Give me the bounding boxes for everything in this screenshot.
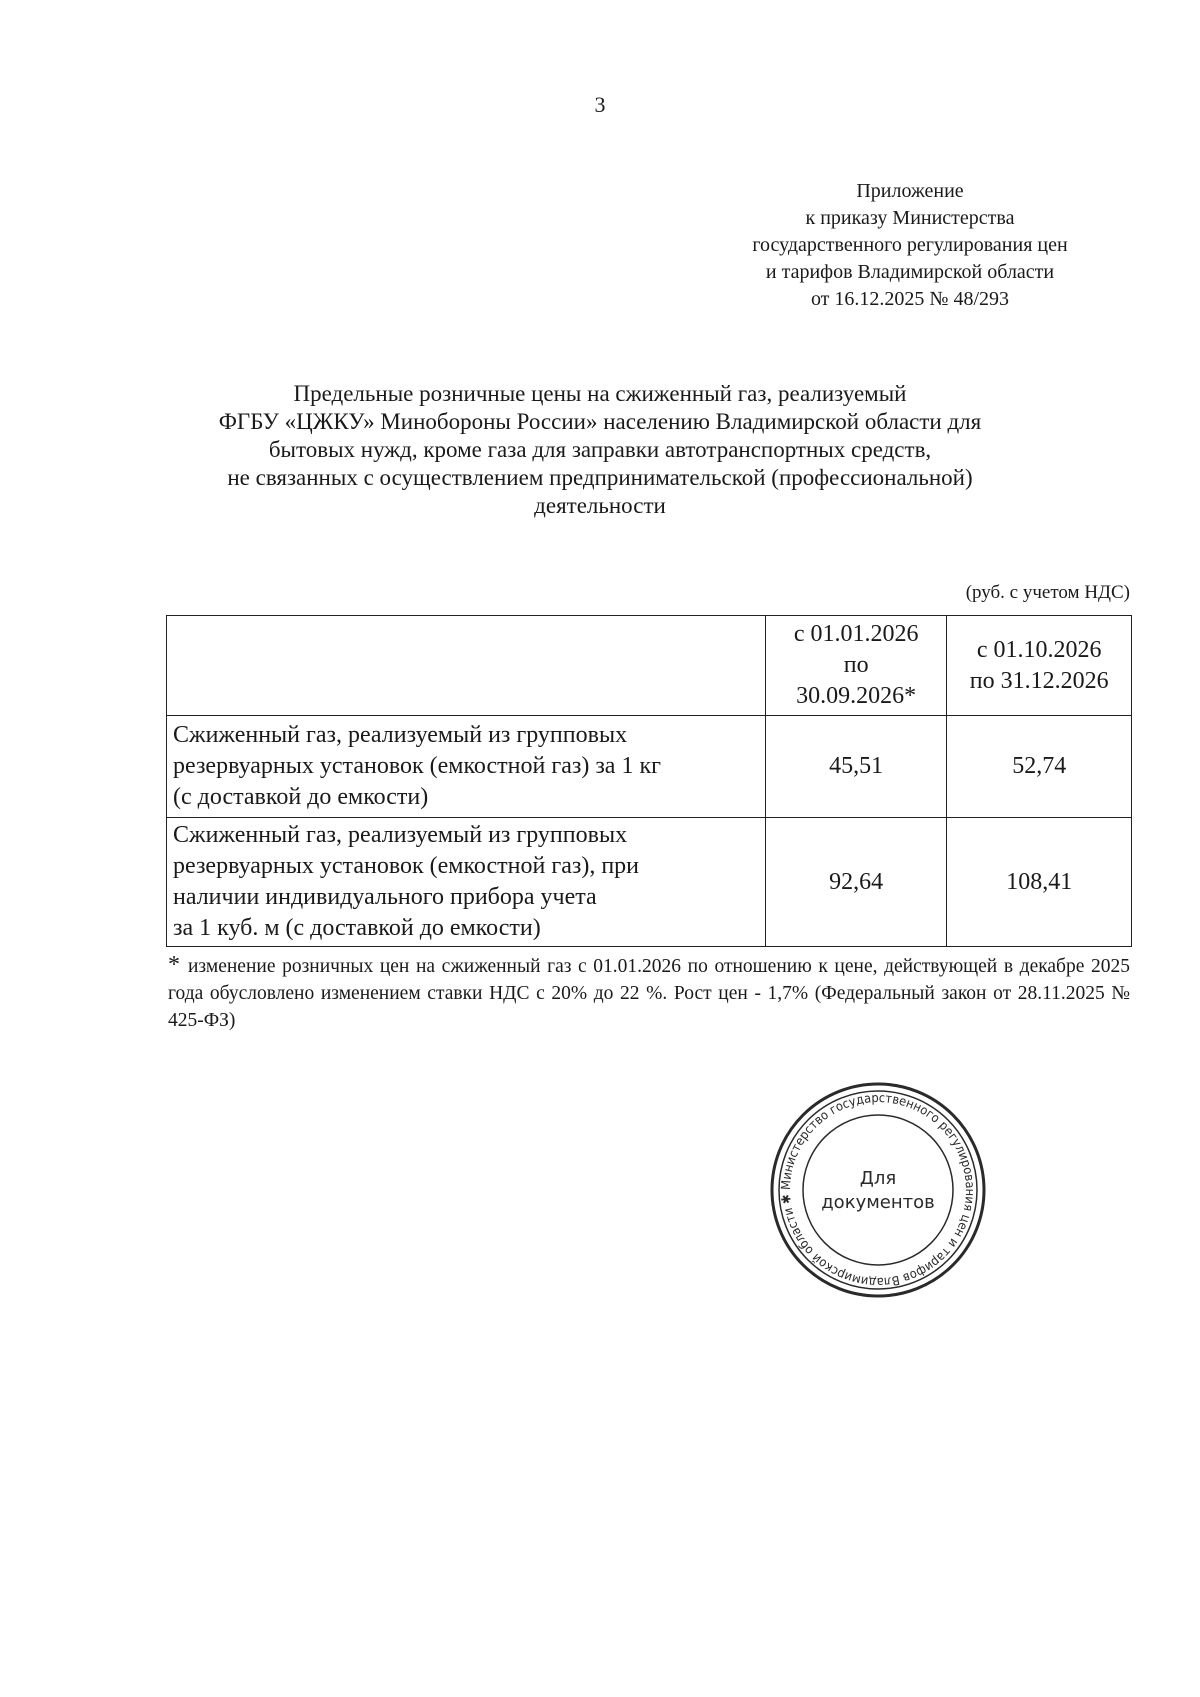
title-line: ФГБУ «ЦЖКУ» Минобороны России» населению Владимирской области для <box>218 409 982 434</box>
page-number: 3 <box>594 92 606 117</box>
title-line: не связанных с осуществлением предпринимательской (профессиональной) <box>227 465 973 490</box>
stamp-outer-ring <box>772 1084 984 1296</box>
product-name-line: наличии индивидуального прибора учета <box>173 884 597 910</box>
header-period-2 <box>947 616 1132 716</box>
table-row <box>167 716 1132 818</box>
footnote-marker: * <box>168 952 180 978</box>
appendix-line: и тарифов Владимирской области <box>765 261 1055 283</box>
appendix-order-date: от 16.12.2025 № 48/293 <box>810 288 1010 310</box>
table-header-row <box>167 616 1132 716</box>
header-name-cell <box>167 616 766 716</box>
appendix-line: к приказу Министерства <box>805 207 1015 229</box>
header-period-1 <box>765 616 946 716</box>
product-name-line: Сжиженный газ, реализуемый из групповых <box>173 822 628 848</box>
price-period-2: 108,41 <box>947 818 1132 947</box>
table-row <box>167 818 1132 947</box>
stamp-center-ring <box>803 1115 953 1265</box>
header-period-1-line: по <box>843 652 869 678</box>
title-line: бытовых нужд, кроме газа для заправки автотранспортных средств, <box>268 437 932 462</box>
units-note: (руб. с учетом НДС) <box>965 582 1130 603</box>
price-table <box>166 615 1132 947</box>
document-title <box>140 380 1060 520</box>
footnote-text: изменение розничных цен на сжиженный газ с 01.01.2026 по отношению к цене, действующей в декабре 2025 года обусловлено изменением ставки НДС с 20% до 22 %. Рост цен - 1,7% (Федеральный закон от 28.11.2025 № 425-ФЗ) <box>168 956 1130 1031</box>
product-name-line: резервуарных установок (емкостной газ) за 1 кг <box>173 753 661 779</box>
appendix-line: Приложение <box>856 180 964 202</box>
stamp-center-line: Для <box>859 1168 897 1189</box>
price-period-2: 52,74 <box>947 716 1132 818</box>
appendix-header <box>700 178 1120 313</box>
stamp-ring-text: Министерство государственного регулирования цен и тарифов Владимирской области ✱ <box>777 1089 979 1291</box>
appendix-line: государственного регулирования цен <box>752 234 1068 256</box>
header-period-2-line: с 01.10.2026 <box>976 636 1102 663</box>
product-name-cell <box>167 716 766 818</box>
title-line: Предельные розничные цены на сжиженный газ, реализуемый <box>293 381 907 406</box>
price-period-1: 92,64 <box>765 818 946 947</box>
product-name-line: (с доставкой до емкости) <box>173 784 429 810</box>
product-name-line: Сжиженный газ, реализуемый из групповых <box>173 722 628 748</box>
product-name-cell <box>167 818 766 947</box>
header-period-1-line: с 01.01.2026 <box>793 621 919 647</box>
product-name-line: резервуарных установок (емкостной газ), при <box>173 853 640 879</box>
footnote <box>168 952 1130 1034</box>
product-name-line: за 1 куб. м (с доставкой до емкости) <box>173 915 541 941</box>
stamp-center-line: документов <box>821 1192 935 1213</box>
header-period-1-line: 30.09.2026* <box>796 683 917 709</box>
price-period-1: 45,51 <box>765 716 946 818</box>
title-line: деятельности <box>534 493 666 518</box>
header-period-2-line: по 31.12.2026 <box>969 667 1109 694</box>
official-stamp <box>768 1080 988 1300</box>
